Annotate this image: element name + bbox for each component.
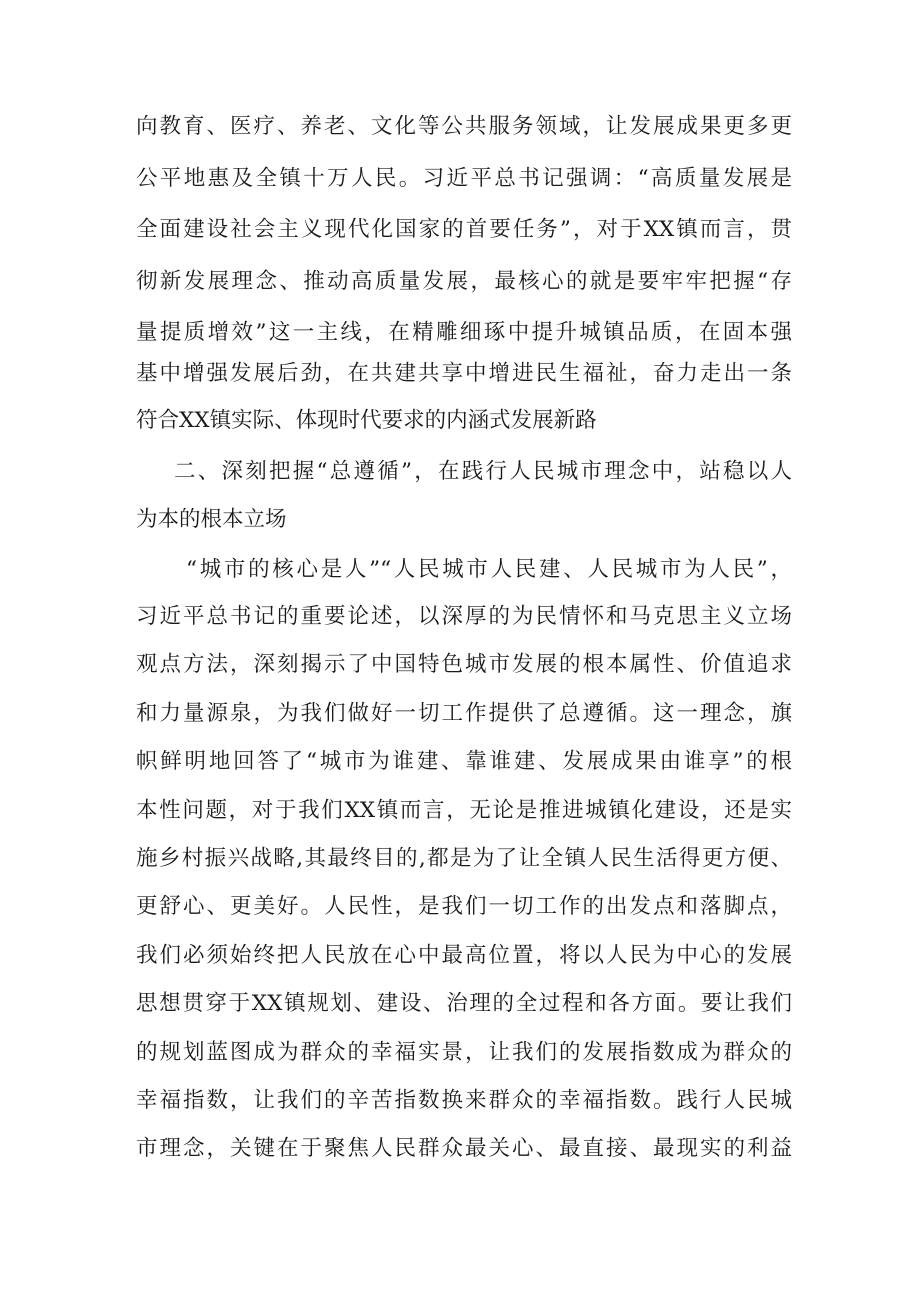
paragraph-2-line-2: 习近平总书记的重要论述，以深厚的为民情怀和马克思主义立场 <box>136 604 792 629</box>
paragraph-2-line-4: 和力量源泉，为我们做好一切工作提供了总遵循。这一理念，旗 <box>136 701 792 726</box>
paragraph-1-line-2: 公平地惠及全镇十万人民。习近平总书记强调：“高质量发展是 <box>136 166 792 191</box>
paragraph-2-line-8: 更舒心、更美好。人民性，是我们一切工作的出发点和落脚点， <box>136 894 792 919</box>
section-heading-line-1: 二、深刻把握“总遵循”，在践行人民城市理念中，站稳以人 <box>174 459 792 484</box>
paragraph-2-line-5: 帜鲜明地回答了“城市为谁建、靠谁建、发展成果由谁享”的根 <box>136 749 792 774</box>
paragraph-2-line-7: 施乡村振兴战略,其最终目的,都是为了让全镇人民生活得更方便、 <box>136 846 792 871</box>
paragraph-2-line-9: 我们必须始终把人民放在心中最高位置，将以人民为中心的发展 <box>136 943 792 968</box>
paragraph-2-line-6: 本性问题，对于我们XX镇而言，无论是推进城镇化建设，还是实 <box>136 798 792 823</box>
paragraph-1-line-7: 符合XX镇实际、体现时代要求的内涵式发展新路 <box>136 408 597 433</box>
paragraph-2-line-13: 市理念，关键在于聚焦人民群众最关心、最直接、最现实的利益 <box>136 1136 792 1161</box>
paragraph-1-line-6: 基中增强发展后劲，在共建共享中增进民生福祉，奋力走出一条 <box>136 361 792 386</box>
paragraph-1-line-1: 向教育、医疗、养老、文化等公共服务领域，让发展成果更多更 <box>136 114 792 139</box>
paragraph-2-line-12: 幸福指数，让我们的辛苦指数换来群众的幸福指数。践行人民城 <box>136 1088 792 1113</box>
paragraph-1-line-3: 全面建设社会主义现代化国家的首要任务”，对于XX镇而言，贯 <box>136 217 792 242</box>
paragraph-2-line-11: 的规划蓝图成为群众的幸福实景，让我们的发展指数成为群众的 <box>136 1040 792 1065</box>
paragraph-1-line-4: 彻新发展理念、推动高质量发展，最核心的就是要牢牢把握“存 <box>136 269 792 294</box>
section-heading-line-2: 为本的根本立场 <box>136 507 287 532</box>
paragraph-1-line-5: 量提质增效”这一主线，在精雕细琢中提升城镇品质，在固本强 <box>136 320 792 345</box>
paragraph-2-line-3: 观点方法，深刻揭示了中国特色城市发展的根本属性、价值追求 <box>136 652 792 677</box>
paragraph-2-line-1: “城市的核心是人”“人民城市人民建、人民城市为人民”， <box>186 557 792 582</box>
paragraph-2-line-10: 思想贯穿于XX镇规划、建设、治理的全过程和各方面。要让我们 <box>136 991 792 1016</box>
